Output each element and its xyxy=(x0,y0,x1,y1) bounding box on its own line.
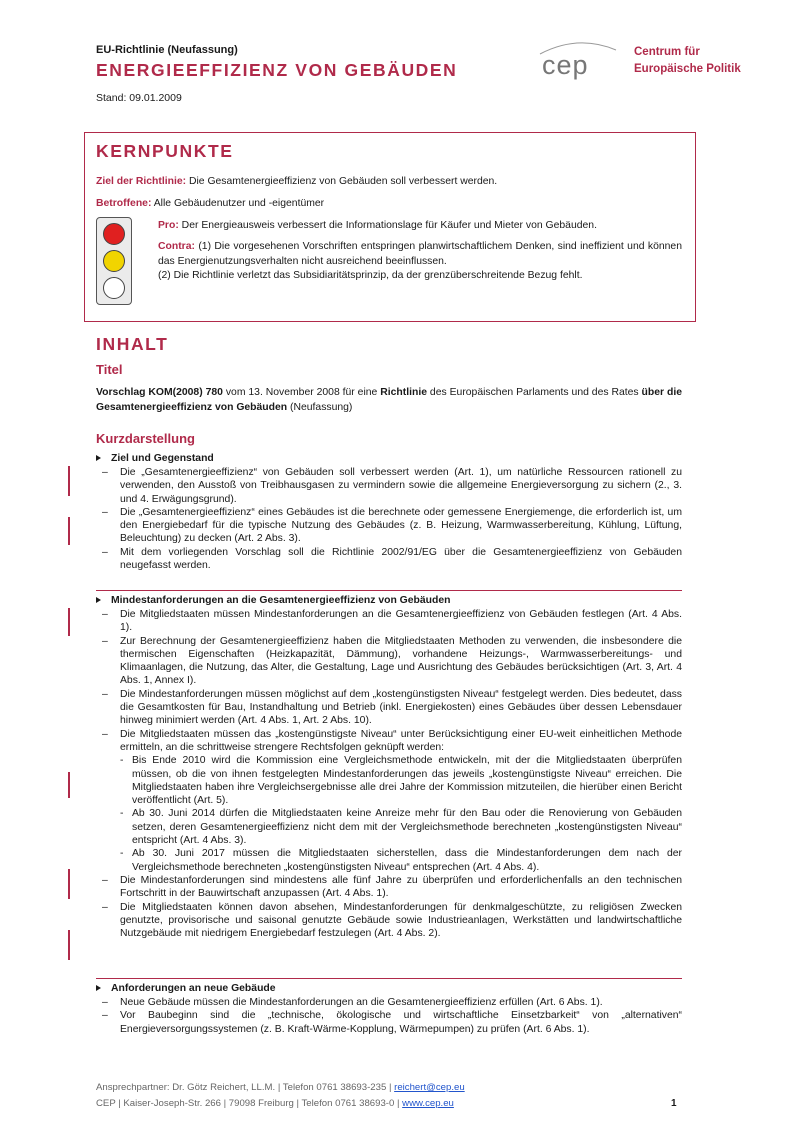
title-paragraph xyxy=(96,386,682,415)
title-text-3: (Neufassung) xyxy=(287,401,353,413)
organization-name-line2: Europäische Politik xyxy=(634,63,741,75)
section-heading-minimum-requirements: Mindestanforderungen an die Gesamtenergieeffizienz von Gebäuden xyxy=(96,594,451,607)
title-text-2: des Europäischen Parlaments und des Rates xyxy=(427,387,642,398)
affected-text: Alle Gebäudenutzer und -eigentümer xyxy=(151,198,325,209)
contra-label: Contra: xyxy=(158,241,195,252)
change-marker xyxy=(68,930,70,960)
goal-label: Ziel der Richtlinie: xyxy=(96,176,187,187)
list-item: – Neue Gebäude müssen die Mindestanforderungen an die Gesamtenergieeffizienz erfüllen (Art. 6 Abs. 1). xyxy=(102,997,603,1008)
website-link[interactable]: www.cep.eu xyxy=(402,1098,454,1109)
contra-block xyxy=(158,240,682,284)
sub-list-item: - Bis Ende 2010 wird die Kommission eine Vergleichsmethode entwickeln, mit der die Mitgliedstaaten überprüfen müssen, ob die von ihnen festgelegten Mindestanforderungen das jeweils „kostengünstigste Niveau“ erreichen. Die Mitgliedstaaten haben ihre Vergleichsergebnisse alle drei Jahre der Kommission mitzuteilen, die hierüber einen Bericht veröffentlicht (Art. 5). xyxy=(120,755,682,807)
list-item: – Zur Berechnung der Gesamtenergieeffizienz haben die Mitgliedstaaten Methoden zu verwenden, die insbesondere die thermischen Eigenschaften (Heizkapazität, Dämmung), vorhandene Heizungs-, Warmwasserbereitungs- und Klimaanlagen, die Nutzung, das Alter, die Gestaltung, Lage und Ausrichtung des Gebäudes berücksichtigen (Art. 3, Art. 4 Abs. 1, Annex I). xyxy=(102,635,682,687)
cep-logo-text: cep xyxy=(542,50,589,80)
list-item: – Die „Gesamtenergieeffizienz“ von Gebäuden soll verbessert werden (Art. 1), um natürliche Ressourcen rationell zu verwenden, den Ausstoß von Treibhausgasen zu vermindern sowie die allgemeine Energieversorgung zu sichern (2., 3. und 4. Erwägungsgrund). xyxy=(102,467,682,505)
list-item: – Die Mindestanforderungen müssen möglichst auf dem „kostengünstigsten Niveau“ festgelegt werden. Dies bedeutet, dass die Gesamtkosten für Bau, Instandhaltung und Betrieb (inkl. Energiekosten) eines Gebäudes über dessen Lebensdauer hinweg minimiert werden (Art. 4 Abs. 1, Art. 2 Abs. 10). xyxy=(102,688,682,727)
traffic-light-red-lamp xyxy=(103,223,125,245)
organization-name xyxy=(634,44,741,78)
section-heading-new-buildings: Anforderungen an neue Gebäude xyxy=(96,982,276,995)
change-marker xyxy=(68,517,70,545)
pro-text: Der Energieausweis verbessert die Informationslage für Käufer und Mieter von Gebäuden. xyxy=(178,220,597,231)
title-directive: Richtlinie xyxy=(380,387,428,398)
list-item: – Vor Baubeginn sind die „technische, ökologische und wirtschaftliche Einsetzbarkeit“ von „alternativen“ Energieversorgungssystemen (z. B. Kraft-Wärme-Kopplung, Wärmepumpen) zu prüfen (Art. 6 Abs. 1). xyxy=(102,1010,682,1035)
content-heading: INHALT xyxy=(96,334,169,354)
contra-point-1 xyxy=(158,240,682,269)
organization-name-line1: Centrum für xyxy=(634,46,700,58)
title-subheading: Titel xyxy=(96,362,123,377)
section-list-minimum-requirements xyxy=(96,608,682,940)
goal-line xyxy=(96,175,497,188)
key-points-heading: KERNPUNKTE xyxy=(96,141,234,161)
goal-text: Die Gesamtenergieeffizienz von Gebäuden soll verbessert werden. xyxy=(186,176,498,187)
page-number: 1 xyxy=(671,1098,677,1109)
section-divider xyxy=(96,978,682,979)
document-date: Stand: 09.01.2009 xyxy=(96,92,182,104)
contra-text-1: (1) Die vorgesehenen Vorschriften entspringen planwirtschaftlichem Denken, sind ineffizient und können das Energienutzungsverhalten nicht ausreichend beeinflussen. xyxy=(158,241,682,267)
triangle-bullet-icon xyxy=(96,985,101,991)
title-text-1: vom 13. November 2008 für eine xyxy=(222,387,381,398)
affected-line xyxy=(96,197,324,210)
section-list-goal xyxy=(96,466,682,572)
triangle-bullet-icon xyxy=(96,597,101,603)
section-divider xyxy=(96,590,682,591)
document-type: EU-Richtlinie (Neufassung) xyxy=(96,44,238,56)
change-marker xyxy=(68,466,70,496)
email-link[interactable]: reichert@cep.eu xyxy=(394,1082,465,1093)
contra-point-2: (2) Die Richtlinie verletzt das Subsidiaritätsprinzip, da der grenzüberschreitende Bezug fehlt. xyxy=(158,270,583,281)
section-list-new-buildings xyxy=(96,996,682,1036)
list-item: – Mit dem vorliegenden Vorschlag soll die Richtlinie 2002/91/EG über die Gesamtenergieeffizienz von Gebäuden neugefasst werden. xyxy=(102,546,682,572)
section-heading-goal: Ziel und Gegenstand xyxy=(96,452,214,465)
list-item: – Die „Gesamtenergieeffizienz“ eines Gebäudes ist die berechnete oder gemessene Energiemenge, die erforderlich ist, um den Energiebedarf für die typische Nutzung des Gebäudes (z. B. Heizung, Warmwasserbereitung, Kühlung, Lüftung, Beleuchtung) zu decken (Art. 2 Abs. 3). xyxy=(102,506,682,545)
cep-logo xyxy=(538,40,618,82)
list-item: – Die Mitgliedstaaten müssen das „kostengünstigste Niveau“ unter Berücksichtigung einer EU-weit einheitlichen Methode ermitteln, an die schrittweise strengere Rechtsfolgen geknüpft werden: xyxy=(102,728,682,753)
list-item: – Die Mitgliedstaaten müssen Mindestanforderungen an die Gesamtenergieeffizienz von Gebäuden festlegen (Art. 4 Abs. 1). xyxy=(102,609,682,634)
sub-list-item: - Ab 30. Juni 2017 müssen die Mitgliedstaaten sicherstellen, dass die Mindestanforderungen dem nach der Vergleichsmethode berechneten „kostengünstigsten Niveau“ entsprechen (Art. 4 Abs. 4). xyxy=(120,848,682,873)
pro-line xyxy=(158,219,682,234)
triangle-bullet-icon xyxy=(96,455,101,461)
proposal-ref: Vorschlag KOM(2008) 780 xyxy=(96,387,223,398)
traffic-light-white-lamp xyxy=(103,277,125,299)
change-marker xyxy=(68,869,70,899)
footer-contact xyxy=(96,1081,465,1094)
list-item: – Die Mindestanforderungen sind mindestens alle fünf Jahre zu überprüfen und erforderlichenfalls an den technischen Fortschritt in der Bauwirtschaft anzupassen (Art. 4 Abs. 1). xyxy=(102,874,682,900)
change-marker xyxy=(68,772,70,798)
affected-label: Betroffene: xyxy=(96,198,152,209)
summary-subheading: Kurzdarstellung xyxy=(96,431,195,446)
footer-contact-text: Ansprechpartner: Dr. Götz Reichert, LL.M. | Telefon 0761 38693-235 | xyxy=(96,1082,395,1093)
footer-address-text: CEP | Kaiser-Joseph-Str. 266 | 79098 Freiburg | Telefon 0761 38693-0 | xyxy=(96,1098,403,1109)
document-title: ENERGIEEFFIZIENZ VON GEBÄUDEN xyxy=(96,60,458,80)
traffic-light-icon xyxy=(96,217,132,305)
pro-label: Pro: xyxy=(158,220,179,231)
title-subject: über die Gesamtenergieeffizienz von Gebäuden xyxy=(96,387,682,413)
list-item: – Die Mitgliedstaaten können davon absehen, Mindestanforderungen für denkmalgeschützte, zu religiösen Zwecken genutzte, provisorische und saisonal genutzte Gebäude sowie Industrieanlagen, Werkstätten und landwirtschaftliche Nutzgebäude mit niedrigem Energiebedarf festzulegen (Art. 4 Abs. 2). xyxy=(102,901,682,940)
traffic-light-yellow-lamp xyxy=(103,250,125,272)
footer-address xyxy=(96,1097,454,1110)
sub-list-item: - Ab 30. Juni 2014 dürfen die Mitgliedstaaten keine Anreize mehr für den Bau oder die Renovierung von Gebäuden setzen, deren Gesamtenergieeffizienz nicht dem mit der Vergleichsmethode berechneten „kostengünstigsten Niveau“ entspricht (Art. 4 Abs. 3). xyxy=(120,808,682,847)
change-marker xyxy=(68,608,70,636)
